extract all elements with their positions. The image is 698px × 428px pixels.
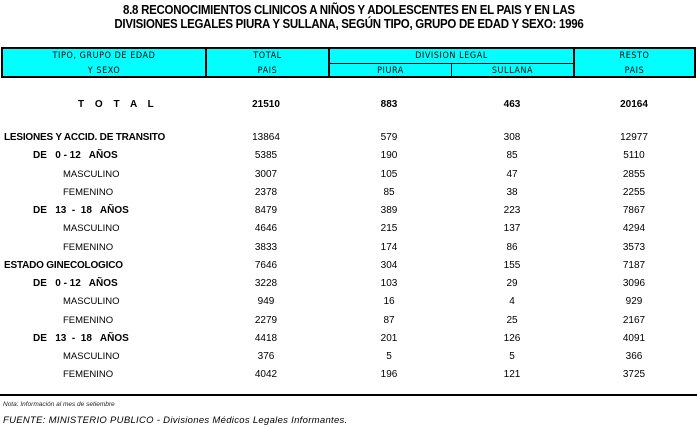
cell-sullana: 25 — [506, 314, 518, 326]
table-row — [0, 129, 698, 147]
cell-piura: 389 — [380, 205, 398, 216]
cell-pais: 7646 — [254, 259, 278, 271]
header-divider — [451, 63, 452, 76]
table-row — [0, 202, 698, 220]
table-row — [0, 184, 698, 202]
header-total: TOTAL — [253, 51, 282, 61]
cell-resto: 7187 — [622, 259, 646, 271]
cell-sullana: 126 — [503, 332, 521, 344]
cell-piura: 85 — [383, 186, 395, 198]
cell-sullana: 38 — [506, 186, 518, 198]
cell-resto: 366 — [625, 351, 643, 362]
row-label: ESTADO GINECOLOGICO — [4, 259, 123, 271]
header-sullana: SULLANA — [491, 66, 534, 76]
table-row — [0, 239, 698, 257]
row-label: FEMENINO — [63, 369, 114, 381]
total-resto-value: 20164 — [620, 99, 648, 110]
cell-resto: 929 — [625, 296, 643, 308]
total-piura-value: 883 — [380, 99, 398, 110]
row-label: FEMENINO — [63, 186, 114, 198]
header-resto-pais: PAIS — [624, 66, 645, 76]
cell-resto: 2855 — [622, 168, 646, 180]
cell-sullana: 137 — [503, 223, 521, 235]
cell-sullana: 223 — [503, 205, 521, 216]
cell-piura: 196 — [380, 369, 398, 381]
header-divider — [205, 49, 207, 76]
row-label: LESIONES Y ACCID. DE TRANSITO — [4, 132, 166, 143]
total-pais-value: 21510 — [252, 99, 280, 110]
cell-pais: 2378 — [254, 186, 278, 198]
cell-piura: 304 — [380, 259, 398, 271]
cell-pais: 4042 — [254, 369, 278, 381]
cell-piura: 103 — [380, 278, 398, 289]
table-header — [1, 47, 696, 78]
footer-rule — [0, 394, 697, 396]
cell-piura: 105 — [380, 168, 398, 180]
cell-pais: 4418 — [254, 332, 278, 344]
cell-piura: 87 — [383, 314, 395, 326]
table-title-line-2: DIVISIONES LEGALES PIURA Y SULLANA, SEGÚN TIPO, GRUPO DE EDAD Y SEXO: 1996 — [114, 17, 584, 31]
cell-pais: 5385 — [254, 150, 278, 162]
footer-note: Nota: Información al mes de setiembre — [3, 401, 115, 408]
cell-resto: 4294 — [622, 223, 646, 235]
table-row — [0, 366, 698, 384]
row-label: DE 13 - 18 AÑOS — [33, 205, 129, 216]
row-label: DE 0 - 12 AÑOS — [33, 278, 118, 289]
header-sexo: Y SEXO — [87, 66, 121, 76]
cell-pais: 376 — [257, 351, 275, 362]
table-row — [0, 166, 698, 184]
cell-resto: 2255 — [622, 186, 646, 198]
table-row — [0, 293, 698, 311]
table-row — [0, 147, 698, 165]
cell-piura: 579 — [380, 132, 398, 143]
cell-resto: 12977 — [620, 132, 648, 143]
header-total-pais: PAIS — [257, 66, 278, 76]
cell-pais: 4646 — [254, 223, 278, 235]
cell-piura: 215 — [380, 223, 398, 235]
footer-source: FUENTE: MINISTERIO PUBLICO - Divisiones Médicos Legales Informantes. — [3, 415, 348, 426]
row-label: MASCULINO — [63, 168, 120, 180]
cell-sullana: 85 — [506, 150, 518, 162]
cell-sullana: 5 — [509, 351, 515, 362]
row-label: MASCULINO — [63, 296, 120, 308]
cell-resto: 3573 — [622, 241, 646, 253]
cell-resto: 7867 — [622, 205, 646, 216]
cell-pais: 3833 — [254, 241, 278, 253]
table-title-line-1: 8.8 RECONOCIMIENTOS CLINICOS A NIÑOS Y ADOLESCENTES EN EL PAIS Y EN LAS — [123, 3, 575, 17]
cell-pais: 13864 — [252, 132, 280, 143]
header-resto: RESTO — [619, 51, 650, 61]
total-row — [0, 96, 698, 114]
cell-sullana: 29 — [506, 278, 518, 289]
row-label: FEMENINO — [63, 314, 114, 326]
header-divider — [573, 49, 575, 76]
table-row — [0, 312, 698, 330]
table-row — [0, 330, 698, 348]
cell-pais: 8479 — [254, 205, 278, 216]
cell-sullana: 47 — [506, 168, 518, 180]
cell-piura: 5 — [386, 351, 392, 362]
cell-sullana: 121 — [503, 369, 521, 381]
cell-piura: 16 — [383, 296, 395, 308]
table-row — [0, 275, 698, 293]
cell-piura: 201 — [380, 332, 398, 344]
cell-resto: 4091 — [622, 332, 646, 344]
row-label: DE 13 - 18 AÑOS — [33, 332, 129, 344]
cell-resto: 5110 — [623, 150, 645, 162]
row-label: DE 0 - 12 AÑOS — [33, 150, 118, 162]
table-row — [0, 257, 698, 275]
row-label: FEMENINO — [63, 241, 114, 253]
cell-resto: 3725 — [622, 369, 646, 381]
total-sullana-value: 463 — [503, 99, 521, 110]
cell-sullana: 86 — [506, 241, 518, 253]
table-row — [0, 220, 698, 238]
cell-pais: 2279 — [254, 314, 278, 326]
row-label: MASCULINO — [63, 351, 120, 362]
cell-resto: 2167 — [622, 314, 646, 326]
cell-piura: 174 — [380, 241, 398, 253]
cell-sullana: 308 — [503, 132, 521, 143]
cell-piura: 190 — [380, 150, 398, 162]
cell-pais: 3007 — [254, 168, 278, 180]
cell-resto: 3096 — [622, 278, 646, 289]
header-tipo: TIPO, GRUPO DE EDAD — [52, 51, 156, 61]
table-row — [0, 348, 698, 366]
header-piura: PIURA — [377, 66, 404, 76]
header-division-legal: DIVISION LEGAL — [415, 51, 488, 61]
cell-sullana: 155 — [503, 259, 521, 271]
cell-sullana: 4 — [509, 296, 515, 308]
row-label: MASCULINO — [63, 223, 120, 235]
cell-pais: 3228 — [254, 278, 278, 289]
cell-pais: 949 — [257, 296, 275, 308]
total-label: T O T A L — [78, 99, 158, 110]
